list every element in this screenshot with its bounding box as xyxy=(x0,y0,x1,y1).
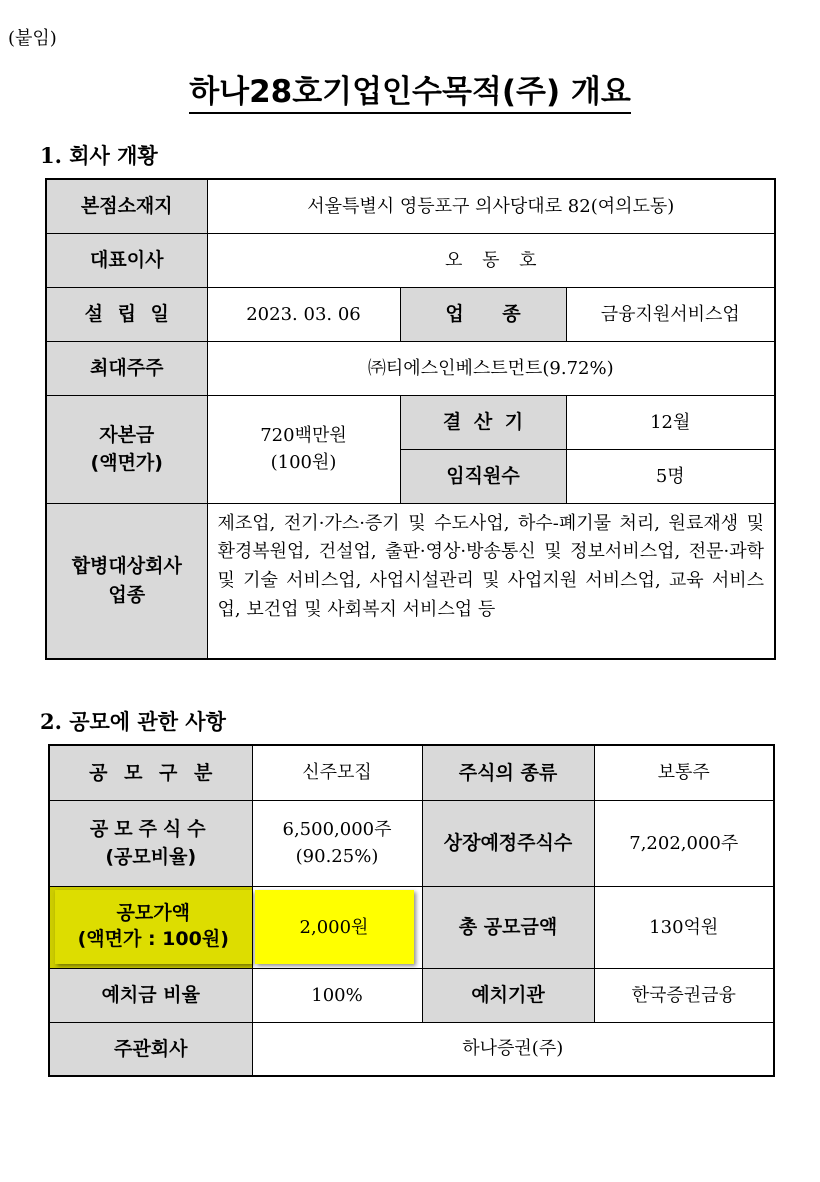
ceo-value: 오 동 호 xyxy=(207,233,775,287)
offer-shares-value-line1: 6,500,000주 xyxy=(282,819,392,840)
escrow-ratio-label: 예치금 비율 xyxy=(49,968,252,1022)
shareholder-label: 최대주주 xyxy=(46,341,207,395)
offering-table xyxy=(48,744,775,1077)
escrow-institution-label: 예치기관 xyxy=(422,968,594,1022)
capital-label xyxy=(46,395,207,503)
offer-shares-label-line1: 공모주식수 xyxy=(89,817,212,840)
capital-value-line2: (100원) xyxy=(270,452,337,473)
offer-shares-value xyxy=(252,800,422,886)
merger-label-line2: 업종 xyxy=(108,583,146,606)
offer-price-value: 2,000원 xyxy=(255,890,414,964)
table-row xyxy=(46,341,775,395)
location-label: 본점소재지 xyxy=(46,179,207,233)
staff-label: 임직원수 xyxy=(400,449,566,503)
founded-value: 2023. 03. 06 xyxy=(207,287,400,341)
table-row xyxy=(46,233,775,287)
table-row xyxy=(46,503,775,659)
table-row xyxy=(49,745,774,800)
offer-shares-value-line2: (90.25%) xyxy=(295,846,379,867)
fiscal-value: 12월 xyxy=(566,395,775,449)
staff-value: 5명 xyxy=(566,449,775,503)
share-kind-label: 주식의 종류 xyxy=(422,745,594,800)
company-overview-table xyxy=(45,178,776,660)
manager-label: 주관회사 xyxy=(49,1022,252,1076)
offer-price-label-cell xyxy=(49,886,252,968)
offer-shares-label-line2: (공모비율) xyxy=(105,846,197,868)
capital-value-line1: 720백만원 xyxy=(260,425,347,446)
offer-price-label-line1: 공모가액 xyxy=(116,902,190,925)
escrow-institution-value: 한국증권금융 xyxy=(594,968,774,1022)
offer-price-label-line2: (액면가 : 100원) xyxy=(77,928,229,950)
founded-label: 설 립 일 xyxy=(46,287,207,341)
offer-price-label-highlight xyxy=(55,890,252,964)
attachment-label: (붙임) xyxy=(8,28,57,49)
escrow-ratio-value: 100% xyxy=(252,968,422,1022)
table-row xyxy=(49,968,774,1022)
location-value: 서울특별시 영등포구 의사당대로 82(여의도동) xyxy=(207,179,775,233)
capital-value xyxy=(207,395,400,503)
manager-value: 하나증권(주) xyxy=(252,1022,774,1076)
merger-label xyxy=(46,503,207,659)
table-row xyxy=(46,287,775,341)
total-offer-value: 130억원 xyxy=(594,886,774,968)
offer-shares-label xyxy=(49,800,252,886)
capital-label-line2: (액면가) xyxy=(90,452,163,474)
table-row xyxy=(46,395,775,449)
industry-value: 금융지원서비스업 xyxy=(566,287,775,341)
ceo-label: 대표이사 xyxy=(46,233,207,287)
total-offer-label: 총 공모금액 xyxy=(422,886,594,968)
capital-label-line1: 자본금 xyxy=(99,423,155,446)
fiscal-label: 결 산 기 xyxy=(400,395,566,449)
section2-heading: 2. 공모에 관한 사항 xyxy=(40,709,226,734)
industry-label: 업 종 xyxy=(400,287,566,341)
listed-shares-label: 상장예정주식수 xyxy=(422,800,594,886)
shareholder-value: ㈜티에스인베스트먼트(9.72%) xyxy=(207,341,775,395)
section1-heading: 1. 회사 개황 xyxy=(40,143,158,168)
table-row xyxy=(49,800,774,886)
share-kind-value: 보통주 xyxy=(594,745,774,800)
offer-type-label: 공 모 구 분 xyxy=(49,745,252,800)
table-row xyxy=(46,179,775,233)
page-title xyxy=(0,66,820,111)
offer-price-value-cell xyxy=(252,886,422,968)
table-row xyxy=(49,1022,774,1076)
listed-shares-value: 7,202,000주 xyxy=(594,800,774,886)
table-row xyxy=(49,886,774,968)
merger-label-line1: 합병대상회사 xyxy=(71,555,182,578)
offer-type-value: 신주모집 xyxy=(252,745,422,800)
page-title-text: 하나28호기업인수목적(주) 개요 xyxy=(189,74,631,114)
merger-value: 제조업, 전기·가스·증기 및 수도사업, 하수-폐기물 처리, 원료재생 및 환경복원업, 건설업, 출판·영상·방송통신 및 정보서비스업, 전문·과학 및 기술 서비스업, 사업시설관리 및 사업지원 서비스업, 교육 서비스업, 보건업 및 사회복지 서비스업 등 xyxy=(207,503,775,659)
